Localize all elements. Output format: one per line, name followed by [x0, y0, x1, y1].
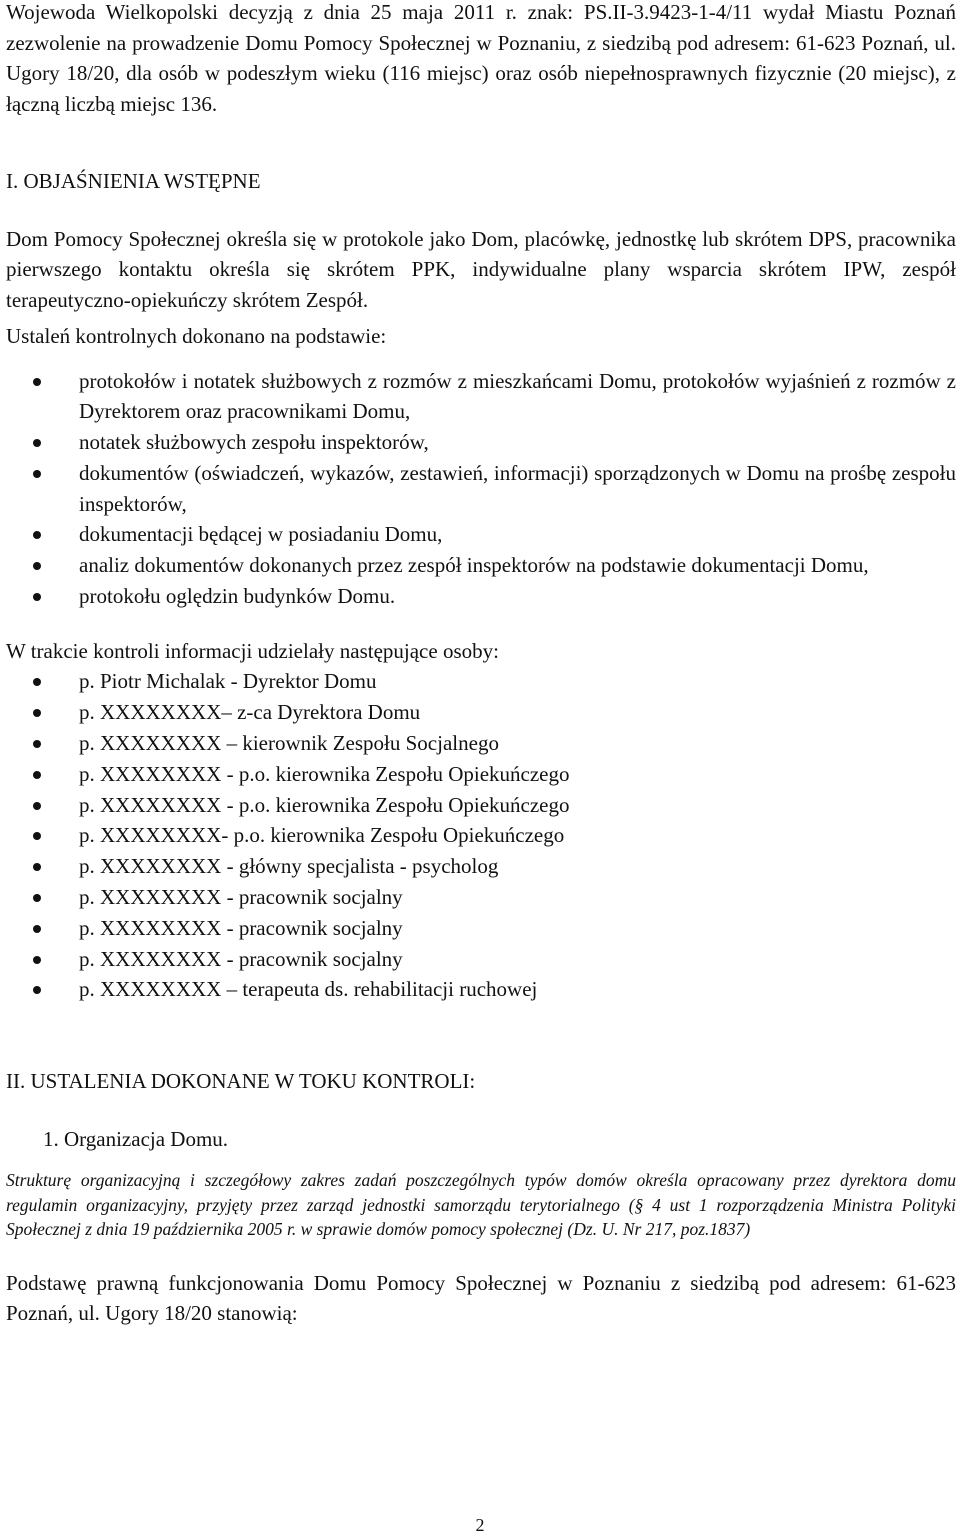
bullet-icon	[33, 956, 41, 964]
italic-note: Strukturę organizacyjną i szczegółowy zakres zadań poszczególnych typów domów określa opracowany przez dyrektora domu regulamin organizacyjny, przyjęty przez zarząd jednostki samorządu terytorialnego (§ 4 ust 1 rozporządzenia Ministra Polityki Społecznej z dnia 19 października 2005 r. w sprawie domów pomocy społecznej (Dz. U. Nr 217, poz.1837)	[6, 1170, 956, 1240]
bullet-icon	[33, 740, 41, 748]
section-1-heading: I. OBJAŚNIENIA WSTĘPNE	[6, 169, 261, 193]
bullet-icon	[33, 562, 41, 570]
persons-list	[6, 666, 956, 1005]
list-item: p. XXXXXXXX - p.o. kierownika Zespołu Opiekuńczego	[6, 790, 956, 821]
list-item: p. XXXXXXXX - pracownik socjalny	[6, 944, 956, 975]
list-item: protokołów i notatek służbowych z rozmów z mieszkańcami Domu, protokołów wyjaśnień z rozmów z Dyrektorem oraz pracownikami Domu,	[6, 366, 956, 428]
bullet-icon	[33, 709, 41, 717]
bullet-icon	[33, 802, 41, 810]
list-item: p. XXXXXXXX – terapeuta ds. rehabilitacji ruchowej	[6, 974, 956, 1005]
bullet-icon	[33, 531, 41, 539]
bullet-icon	[33, 863, 41, 871]
list-item: p. XXXXXXXX - pracownik socjalny	[6, 882, 956, 913]
findings-list	[6, 366, 956, 612]
list-item: p. Piotr Michalak - Dyrektor Domu	[6, 666, 956, 697]
list-item: notatek służbowych zespołu inspektorów,	[6, 427, 956, 458]
page-number: 2	[475, 1515, 485, 1535]
bullet-icon	[33, 832, 41, 840]
list-item: protokołu oględzin budynków Domu.	[6, 581, 956, 612]
abbreviations-paragraph: Dom Pomocy Społecznej określa się w protokole jako Dom, placówkę, jednostkę lub skrótem DPS, pracownika pierwszego kontaktu określa się skrótem PPK, indywidualne plany wsparcia skrótem IPW, zespół terapeutyczno-opiekuńczy skrótem Zespół.	[6, 226, 956, 312]
list-item: analiz dokumentów dokonanych przez zespół inspektorów na podstawie dokumentacji Domu,	[6, 550, 956, 581]
bullet-icon	[33, 593, 41, 601]
bullet-icon	[33, 986, 41, 994]
list-item: dokumentów (oświadczeń, wykazów, zestawień, informacji) sporządzonych w Domu na prośbę zespołu inspektorów,	[6, 458, 956, 520]
list-item: dokumentacji będącej w posiadaniu Domu,	[6, 519, 956, 550]
legal-basis-paragraph: Podstawę prawną funkcjonowania Domu Pomocy Społecznej w Poznaniu z siedzibą pod adresem: 61-623 Poznań, ul. Ugory 18/20 stanowią:	[6, 1270, 956, 1326]
bullet-icon	[33, 678, 41, 686]
list-item: p. XXXXXXXX - główny specjalista - psycholog	[6, 851, 956, 882]
list-item: p. XXXXXXXX - p.o. kierownika Zespołu Opiekuńczego	[6, 759, 956, 790]
document-page	[6, 0, 956, 1329]
bullet-icon	[33, 439, 41, 447]
section-2-heading: II. USTALENIA DOKONANE W TOKU KONTROLI:	[6, 1069, 476, 1094]
list-item: p. XXXXXXXX– z-ca Dyrektora Domu	[6, 697, 956, 728]
intro-paragraph: Wojewoda Wielkopolski decyzją z dnia 25 maja 2011 r. znak: PS.II-3.9423-1-4/11 wydał Miastu Poznań zezwolenie na prowadzenie Domu Pomocy Społecznej w Poznaniu, z siedzibą pod adresem: 61-623 Poznań, ul. Ugory 18/20, dla osób w podeszłym wieku (116 miejsc) oraz osób niepełnosprawnych fizycznie (20 miejsc), z łączną liczbą miejsc 136.	[6, 0, 956, 116]
bullet-icon	[33, 378, 41, 386]
list-item: p. XXXXXXXX - pracownik socjalny	[6, 913, 956, 944]
subsection-heading: 1. Organizacja Domu.	[43, 1126, 229, 1151]
bullet-icon	[33, 771, 41, 779]
list-item: p. XXXXXXXX – kierownik Zespołu Socjalnego	[6, 728, 956, 759]
bullet-icon	[33, 894, 41, 902]
bullet-icon	[33, 925, 41, 933]
bullet-icon	[33, 470, 41, 478]
findings-label: Ustaleń kontrolnych dokonano na podstawie:	[6, 324, 387, 348]
list-item: p. XXXXXXXX- p.o. kierownika Zespołu Opiekuńczego	[6, 820, 956, 851]
persons-label: W trakcie kontroli informacji udzielały następujące osoby:	[6, 638, 499, 663]
